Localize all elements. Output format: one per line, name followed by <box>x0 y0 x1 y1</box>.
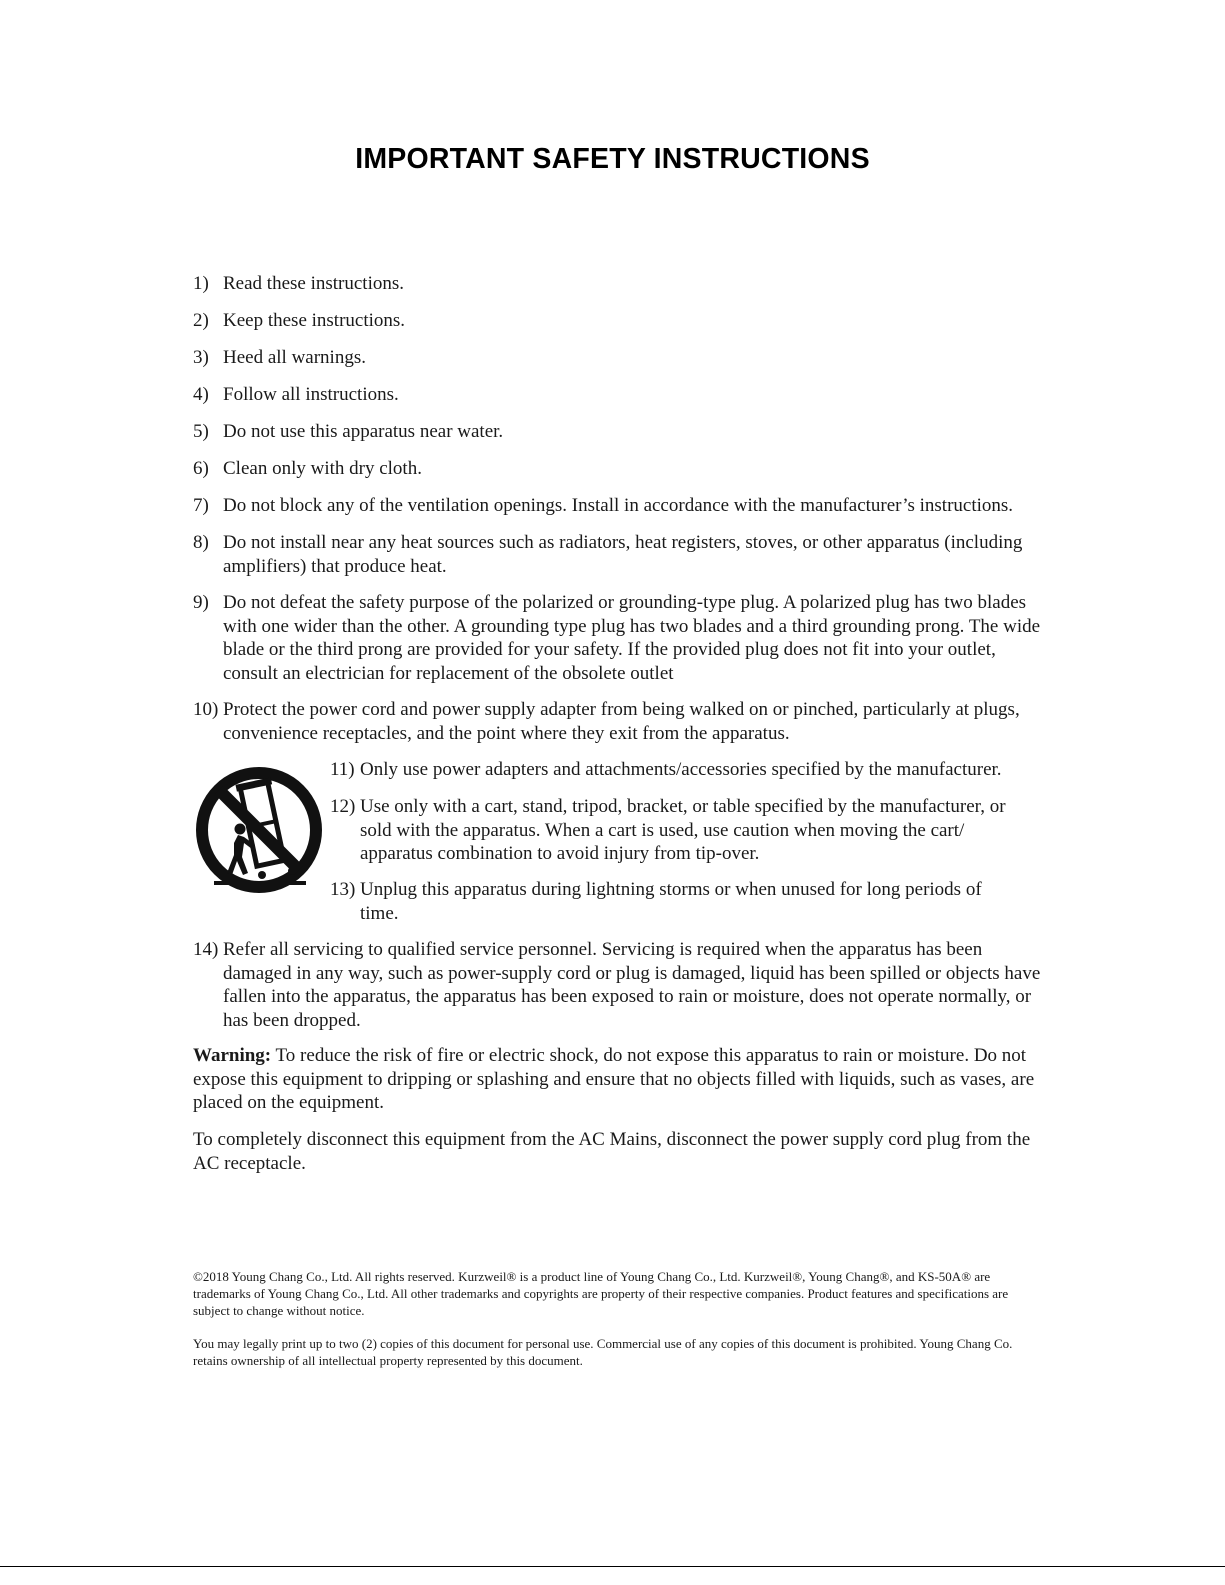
disconnect-paragraph: To completely disconnect this equipment from the AC Mains, disconnect the power supply cord plug from the AC receptacle. <box>193 1129 1031 1174</box>
item-text: Keep these instructions. <box>223 310 406 331</box>
instruction-item <box>330 795 1020 866</box>
item-text: Heed all warnings. <box>223 347 366 368</box>
instruction-item <box>193 938 1043 1032</box>
warning-text: To reduce the risk of fire or electric shock, do not expose this apparatus to rain or moisture. Do not expose this equipment to dripping or splashing and ensure that no objects filled with liquids, such as vases, are placed on the equipment. <box>193 1045 1035 1113</box>
item-text: Protect the power cord and power supply adapter from being walked on or pinched, particularly at plugs, convenience receptacles, and the point where they exit from the apparatus. <box>223 699 1020 744</box>
instruction-item <box>193 346 1043 370</box>
warning-label: Warning: <box>193 1045 272 1066</box>
item-number: 1) <box>193 273 209 294</box>
instruction-item <box>193 420 1043 444</box>
item-number: 8) <box>193 532 209 553</box>
item-text: Do not use this apparatus near water. <box>223 421 504 442</box>
item-text: Refer all servicing to qualified service personnel. Servicing is required when the apparatus has been damaged in any way, such as power-supply cord or plug is damaged, liquid has been spilled or objects have fallen into the apparatus, the apparatus has been exposed to rain or moisture, does not operate normally, or has been dropped. <box>223 939 1041 1031</box>
item-text: Do not block any of the ventilation openings. Install in accordance with the manufacturer’s instructions. <box>223 495 1014 516</box>
instruction-item <box>193 309 1043 333</box>
warning-paragraph <box>193 1044 1043 1115</box>
item-number: 4) <box>193 384 209 405</box>
item-number: 2) <box>193 310 209 331</box>
usage-notice: You may legally print up to two (2) copies of this document for personal use. Commercial use of any copies of this document is prohibited. Young Chang Co. retains ownership of all intellectual property represented by this document. <box>193 1336 1013 1368</box>
instruction-item <box>193 531 1043 578</box>
instruction-item <box>193 272 1043 296</box>
item-number: 3) <box>193 347 209 368</box>
instruction-item <box>193 698 1043 745</box>
page-title: IMPORTANT SAFETY INSTRUCTIONS <box>355 143 870 175</box>
item-text: Do not defeat the safety purpose of the polarized or grounding-type plug. A polarized plug has two blades with one wider than the other. A grounding type plug has two blades and a third grounding prong. The wide blade or the third prong are provided for your safety. If the provided plug does not fit into your outlet, consult an electrician for replacement of the obsolete outlet <box>223 592 1041 684</box>
item-number: 10) <box>193 699 219 720</box>
no-cart-tip-over-icon <box>192 763 326 897</box>
item-number: 13) <box>330 879 356 900</box>
item-number: 5) <box>193 421 209 442</box>
item-text: Follow all instructions. <box>223 384 399 405</box>
item-text: Clean only with dry cloth. <box>223 458 422 479</box>
page-bottom-rule <box>0 1566 1225 1567</box>
item-number: 7) <box>193 495 209 516</box>
instruction-item <box>193 494 1043 518</box>
instruction-item <box>193 591 1043 685</box>
item-text: Unplug this apparatus during lightning storms or when unused for long periods of time. <box>360 879 982 924</box>
copyright-notice: ©2018 Young Chang Co., Ltd. All rights reserved. Kurzweil® is a product line of Young Chang Co., Ltd. Kurzweil®, Young Chang®, and KS-50A® are trademarks of Young Chang Co., Ltd. All other trademarks and copyrights are property of their respective companies. Product features and specifications are subject to change without notice. <box>193 1269 1009 1318</box>
item-number: 6) <box>193 458 209 479</box>
instruction-item <box>193 383 1043 407</box>
item-text: Do not install near any heat sources such as radiators, heat registers, stoves, or other apparatus (including amplifiers) that produce heat. <box>223 532 1023 577</box>
instruction-item <box>193 457 1043 481</box>
item-text: Only use power adapters and attachments/accessories specified by the manufacturer. <box>360 759 1002 780</box>
item-text: Use only with a cart, stand, tripod, bracket, or table specified by the manufacturer, or sold with the apparatus. When a cart is used, use caution when moving the cart/ apparatus combination to avoid injury from tip-over. <box>360 796 1006 864</box>
instruction-item <box>330 878 1020 925</box>
item-number: 12) <box>330 796 356 817</box>
item-number: 11) <box>330 759 355 780</box>
item-number: 14) <box>193 939 219 960</box>
item-text: Read these instructions. <box>223 273 404 294</box>
item-number: 9) <box>193 592 209 613</box>
instruction-item <box>330 758 1020 782</box>
